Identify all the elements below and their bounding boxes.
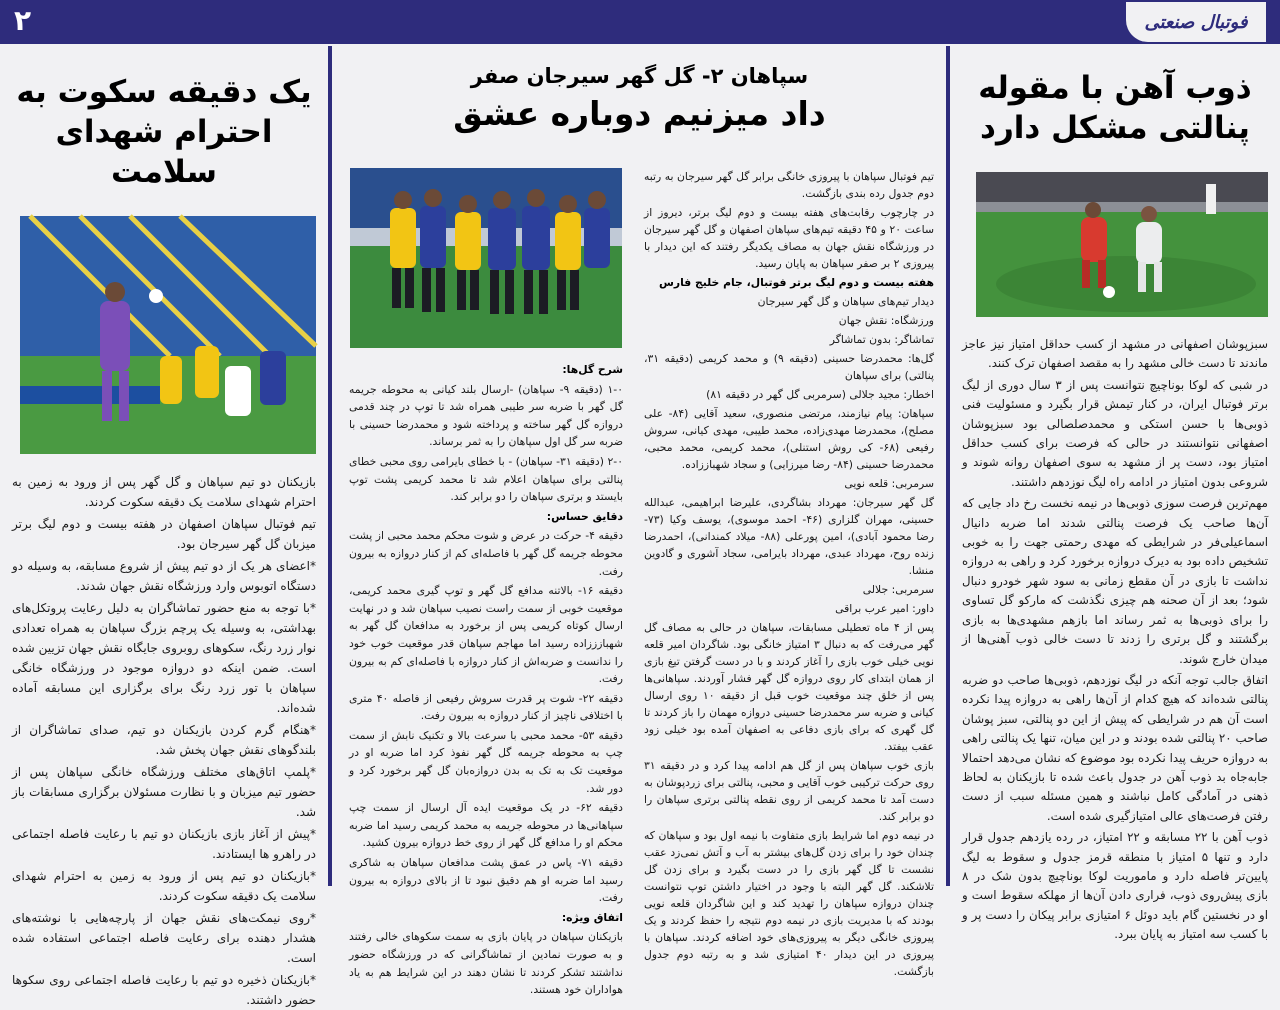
middle-article-kicker: سپاهان ۲- گل گهر سیرجان صفر [470, 64, 809, 88]
paragraph: تیم فوتبال سپاهان با پیروزی خانگی برابر گل گهر سیرجان به رتبه دوم جدول رده بندی بازگشت. [644, 170, 934, 200]
section-heading: شرح گل‌ها: [562, 363, 623, 376]
paragraph: دقیقه ۴- حرکت در عرض و شوت محکم محمد محبی از پشت محوطه جریمه گل گهر با فاصله‌ای کم از کنار دروازه به بیرون رفت. [349, 529, 624, 578]
section-heading: اتفاق ویژه: [561, 910, 623, 924]
paragraph: بازیکنان دو تیم سپاهان و گل گهر پس از ورود به زمین به احترام شهدای سلامت یک دقیقه سکوت کردند. [12, 475, 316, 509]
middle-article-photo [350, 168, 622, 348]
paragraph: دقیقه ۷۱- پاس در عمق پشت مدافعان سپاهان به شاکری رسید اما ضربه او هم دقیق نبود تا از بالای دروازه به بیرون رفت. [349, 856, 623, 905]
paragraph: ۲-۰ (دقیقه ۳۱- سپاهان) - با خطای بایرامی روی محبی خطای پنالتی برای سپاهان اعلام شد تا محمد کریمی پشت توپ بایستد و برتری سپاهان را دو برابر کند. [349, 454, 623, 504]
paragraph: در نیمه دوم اما شرایط بازی متفاوت با نیمه اول بود و سپاهان که چندان خود را برای زدن گل‌های بیشتر به آب و آتش نمی‌زد عقب نشست تا گل گهر بازی را در دست بگیرد و برای زدن گل تلاشکند. گل گهر البته با وجود در اختیار داشتن توپ نتوانست چندان دروازه سپاهان را تهدید کند و این شاگردان قلعه نویی بودند که با مدیریت بازی در نیمه دوم نتیجه را حفظ کردند و یک پیروزی خانگی دیگر به پیروزی‌های خود اضافه کردند. سپاهان با پیروزی در این دیدار ۴۰ امتیازی شد و به رتبه دوم جدول بازگشت. [644, 829, 934, 978]
paragraph: *بازیکنان دو تیم پس از ورود به زمین به احترام شهدای سلامت یک دقیقه سکوت کردند. [12, 869, 316, 903]
paragraph: دقیقه ۵۳- محمد محبی با سرعت بالا و تکنیک نابش از سمت چپ به محوطه جریمه گل گهر نفوذ کرد اما ضربه او در موقعیت تک به تک به بدن دروازه‌بان گل گهر برخورد کرد و دور شد. [349, 728, 623, 795]
right-article [952, 46, 1280, 942]
paragraph: *پلمپ اتاق‌های مختلف ورزشگاه خانگی سپاهان پس از حضور تیم میزبان و با نظارت مسئولان برگزاری مسابقات باز شد. [12, 765, 316, 819]
left-article-body [12, 472, 316, 1010]
paragraph: مهم‌ترین فرصت سوزی ذوبی‌ها در نیمه نخست رخ داد جایی که آن‌ها صاحب یک فرصت پنالتی شدند اما ضربه دانیال اسماعیلی‌فر در شرایطی که مهدی رحمتی جهت را به خوبی تشخیص داده بود به دیرک دروازه برخورد کرد و راهی به دروازه نداشت تا بازی در آن مقطع زمانی به سود شهر خودرو دنبال شود؛ بعد از آن صحنه هم چیزی نگذشت که مارکو گل تساوی را برای ذوبی‌ها به ثمر رساند اما بازهم مشهدی‌ها به بازی برگشتند و گل برتری را زدند تا دست خالی ذوب آهنی‌ها از میدان خارج شوند. [962, 496, 1268, 666]
paragraph: در شبی که لوکا بوناچیچ نتوانست پس از ۳ سال دوری از لیگ برتر فوتبال ایران، در کنار تیمش قرار بگیرد و مسئولیت فنی ذوبی‌ها با حسن استکی و محمدصلصالی بود سبزپوشان اصفهانی نتوانستند در حالی که فرصت برای کسب حداقل امتیاز بود، دست پر از مشهد به سوی اصفهان روانه شوند و شروعی بدون امتیاز در ادامه راه لیگ نوزدهم داشتند. [962, 377, 1268, 489]
section-heading: هفته بیست و دوم لیگ برتر فوتبال، جام خلیج فارس [658, 276, 934, 289]
paragraph: گل‌ها: محمدرضا حسینی (دقیقه ۹) و محمد کریمی (دقیقه ۳۱، پنالتی) برای سپاهان [644, 352, 934, 382]
match-photo-sepahan [350, 168, 622, 348]
paragraph: سپاهان: پیام نیازمند، مرتضی منصوری، سعید آقایی (۸۴- علی مصلح)، محمدرضا مهدی‌زاده، محمد طیبی، مهدی کیانی، سروش رفیعی (۶۸- کی روش استنلی)، محمد کریمی، محمد محبی، محمدرضا حسینی (۸۴- رضا میرزایی) و سجاد شهباززاده. [644, 407, 934, 471]
paragraph: داور: امیر عرب براقی [835, 602, 934, 615]
column-divider-right [946, 46, 950, 886]
middle-article-text-right [644, 168, 934, 982]
paragraph: در چارچوب رقابت‌های هفته بیست و دوم لیگ برتر، دیروز از ساعت ۲۰ و ۴۵ دقیقه تیم‌های سپاهان اصفهان و گل گهر سیرجان در ورزشگاه نقش جهان به مصاف یکدیگر رفتند که این دیدار با پیروزی ۲ بر صفر سپاهان به پایان رسید. [644, 206, 934, 270]
paragraph: دیدار تیم‌های سپاهان و گل گهر سیرجان [757, 295, 934, 308]
masthead-logo: فوتبال صنعتی [1126, 2, 1266, 42]
paragraph: دقیقه ۱۶- بالاتنه مدافع گل گهر و توپ گیری محمد کریمی، موقعیت خوبی از سمت راست نصیب سپاهان شد و در نهایت ارسال کوتاه کریمی پس از برخورد به مدافعان گل گهر به شهبازززاده رسید اما مهاجم سپاهان قدر موقعیت خوب خود را ندانست و ضربه‌اش از کنار دروازه با فاصله‌ای کم به بیرون رفت. [349, 584, 623, 686]
paragraph: ورزشگاه: نقش جهان [838, 314, 934, 327]
paragraph: ۱-۰ (دقیقه ۹- سپاهان) -ارسال بلند کیانی به محوطه جریمه گل گهر با ضربه سر طیبی همراه شد تا توپ در چند قدمی دروازه گل گهر ساخته و پرداخته شود و محمدرضا حسینی با ضربه سر گل اول سپاهان را به ثمر برساند. [349, 382, 623, 449]
paragraph: دقیقه ۲۲- شوت پر قدرت سروش رفیعی از فاصله ۴۰ متری با اختلافی ناچیز از کنار دروازه به بیرون رفت. [349, 691, 623, 723]
page-number: ۲ [14, 4, 32, 37]
left-article-title: یک دقیقه سکوت به احترام شهدای سلامت [16, 74, 312, 190]
left-article-photo [20, 216, 316, 454]
paragraph: *بازیکنان ذخیره دو تیم با رعایت فاصله اجتماعی روی سکوها حضور داشتند. [12, 973, 316, 1007]
match-photo-goalkeeper [20, 216, 316, 454]
left-article [0, 46, 328, 1007]
paragraph: اتفاق جالب توجه آنکه در لیگ نوزدهم، ذوبی‌ها صاحب دو ضربه پنالتی شده‌اند که هیچ کدام از آن‌ها راهی به دروازه پیدا نکرده است آن هم در شرایطی که پیش از این دو پنالتی، سبز پوشان صاحب ۲۰ پنالتی شده بودند و در این میان، تنها یک پنالتی راهی به دروازه حریف پیدا نکرده بود موضوع که نشان می‌دهد احتمالا جابه‌جاه بد ذوب آهن در جدول باعث شده تا بازیکنان به لحاظ ذهنی در آمادگی کامل نباشند و همین مسئله سبب از دست رفتن فرصت‌های عالی امتیازگیری شده است. [962, 672, 1268, 823]
right-article-title: ذوب آهن با مقوله پنالتی مشکل دارد [978, 70, 1252, 146]
section-heading: دقایق حساس: [546, 509, 623, 523]
paragraph: بازی خوب سپاهان پس از گل هم ادامه پیدا کرد و در دقیقه ۳۱ روی حرکت ترکیبی خوب آقایی و محبی، پنالتی برای زردپوشان به دست آمد تا محمد کریمی از روی نقطه پنالتی برتری سپاهان را دو برابر کند. [644, 759, 934, 823]
match-photo-zob [976, 172, 1268, 317]
paragraph: *هنگام گرم کردن بازیکنان دو تیم، صدای تماشاگران از بلندگوهای نقش جهان پخش شد. [12, 723, 316, 757]
paragraph: اخطار: مجید جلالی (سرمربی گل گهر در دقیقه ۸۱) [706, 388, 934, 401]
paragraph: سبزپوشان اصفهانی در مشهد از کسب حداقل امتیاز نیز عاجز ماندند تا دست خالی مشهد را به مقصد اصفهان ترک کنند. [962, 337, 1268, 371]
paragraph: گل گهر سیرجان: مهرداد بشاگردی، علیرضا ابراهیمی، عبدالله حسینی، مهران گلزاری (۴۶- احمد موسوی)، یوسف وکیا (۷۳- رضا محمود آبادی)، امین پورعلی (۸۸- میلاد کمندانی)، احمدرضا زنده روح، مهرداد عبدی، مهرداد بایرامی، سجاد آشوری و گادوین منشا. [644, 496, 935, 577]
paragraph: سرمربی: قلعه نویی [844, 477, 934, 490]
paragraph: تماشاگر: بدون تماشاگر [829, 333, 934, 346]
paragraph: *با توجه به منع حضور تماشاگران به دلیل رعایت پروتکل‌های بهداشتی، به وسیله یک پرچم بزرگ سپاهان به همراه تعدادی نوار زرد رنگ، سکوهای روبروی جایگاه نقش جهان تزیین شده است. ضمن اینکه دو دروازه موجود در ورزشگاه خانگی سپاهان با تور زرد رنگ برای برگزاری این مسابقه آماده شده‌اند. [12, 601, 316, 715]
paragraph: پس از ۴ ماه تعطیلی مسابقات، سپاهان در حالی به مصاف گل گهر می‌رفت که به دنبال ۳ امتیاز خانگی بود. شاگردان امیر قلعه نویی خیلی خوب بازی را آغاز کردند و با در دست گرفتن تیغ بازی از همان ابتدای کار روی دروازه گل گهر فشار آوردند. سپاهانی‌ها پس از خلق چند موقعیت خوب قبل از دقیقه ۱۰ روی ارسال کیانی و ضربه سر محمدرضا حسینی دروازه مهمان را باز کردند تا گل گهری که برای بازی دفاعی به اصفهان آمده بود خیلی زود عقب بیفتد. [644, 621, 934, 753]
paragraph: تیم فوتبال سپاهان اصفهان در هفته بیست و دوم لیگ برتر میزبان گل گهر سیرجان بود. [12, 517, 316, 551]
paragraph: دقیقه ۶۲- در یک موقعیت ایده آل ارسال از سمت چپ سپاهانی‌ها در محوطه جریمه به محمد کریمی رسید اما ضربه محکم او را مدافع گل گهر از روی خط دروازه بیرون کشید. [349, 801, 623, 850]
paragraph: بازیکنان سپاهان در پایان بازی به سمت سکوهای خالی رفتند و به صورت نمادین از تماشاگرانی که در ورزشگاه حضور نداشتند تشکر کردند تا نشان دهند در این شرایط هم به یاد هواداران خود هستند. [349, 930, 623, 997]
column-divider-left [328, 46, 332, 886]
middle-article-title: داد میزنیم دوباره عشق [453, 94, 826, 133]
paragraph: *پیش از آغاز بازی بازیکنان دو تیم با رعایت فاصله اجتماعی در راهرو ها ایستادند. [12, 827, 316, 861]
paragraph: سرمربی: جلالی [862, 583, 934, 596]
paragraph: ذوب آهن با ۲۲ مسابقه و ۲۲ امتیاز، در رده یازدهم جدول قرار دارد و تنها ۵ امتیاز با منطقه قرمز جدول و سقوط به لیگ پایین‌تر فاصله دارد و ماموریت لوکا بوناچیچ بدون شک در ۸ بازی پیش‌روی ذوب، فراری دادن آن‌ها از مهلکه سقوط است و او در نخستین گام باید دوئل ۶ امتیازی برابر پیکان را دست پر و با کسب سه امتیاز به پایان ببرد. [962, 830, 1269, 942]
paragraph: *اعضای هر یک از دو تیم پیش از شروع مسابقه، به وسیله دو دستگاه اتوبوس وارد ورزشگاه نقش جهان شدند. [12, 559, 316, 593]
middle-article [333, 46, 946, 997]
paragraph: *روی نیمکت‌های نقش جهان از پارچه‌هایی با نوشته‌های هشدار دهنده برای رعایت فاصله اجتماعی استفاده شده است. [12, 911, 316, 965]
right-article-photo [976, 172, 1268, 317]
middle-article-text-left [349, 361, 623, 1001]
top-bar [0, 0, 1280, 44]
right-article-body [962, 335, 1268, 945]
